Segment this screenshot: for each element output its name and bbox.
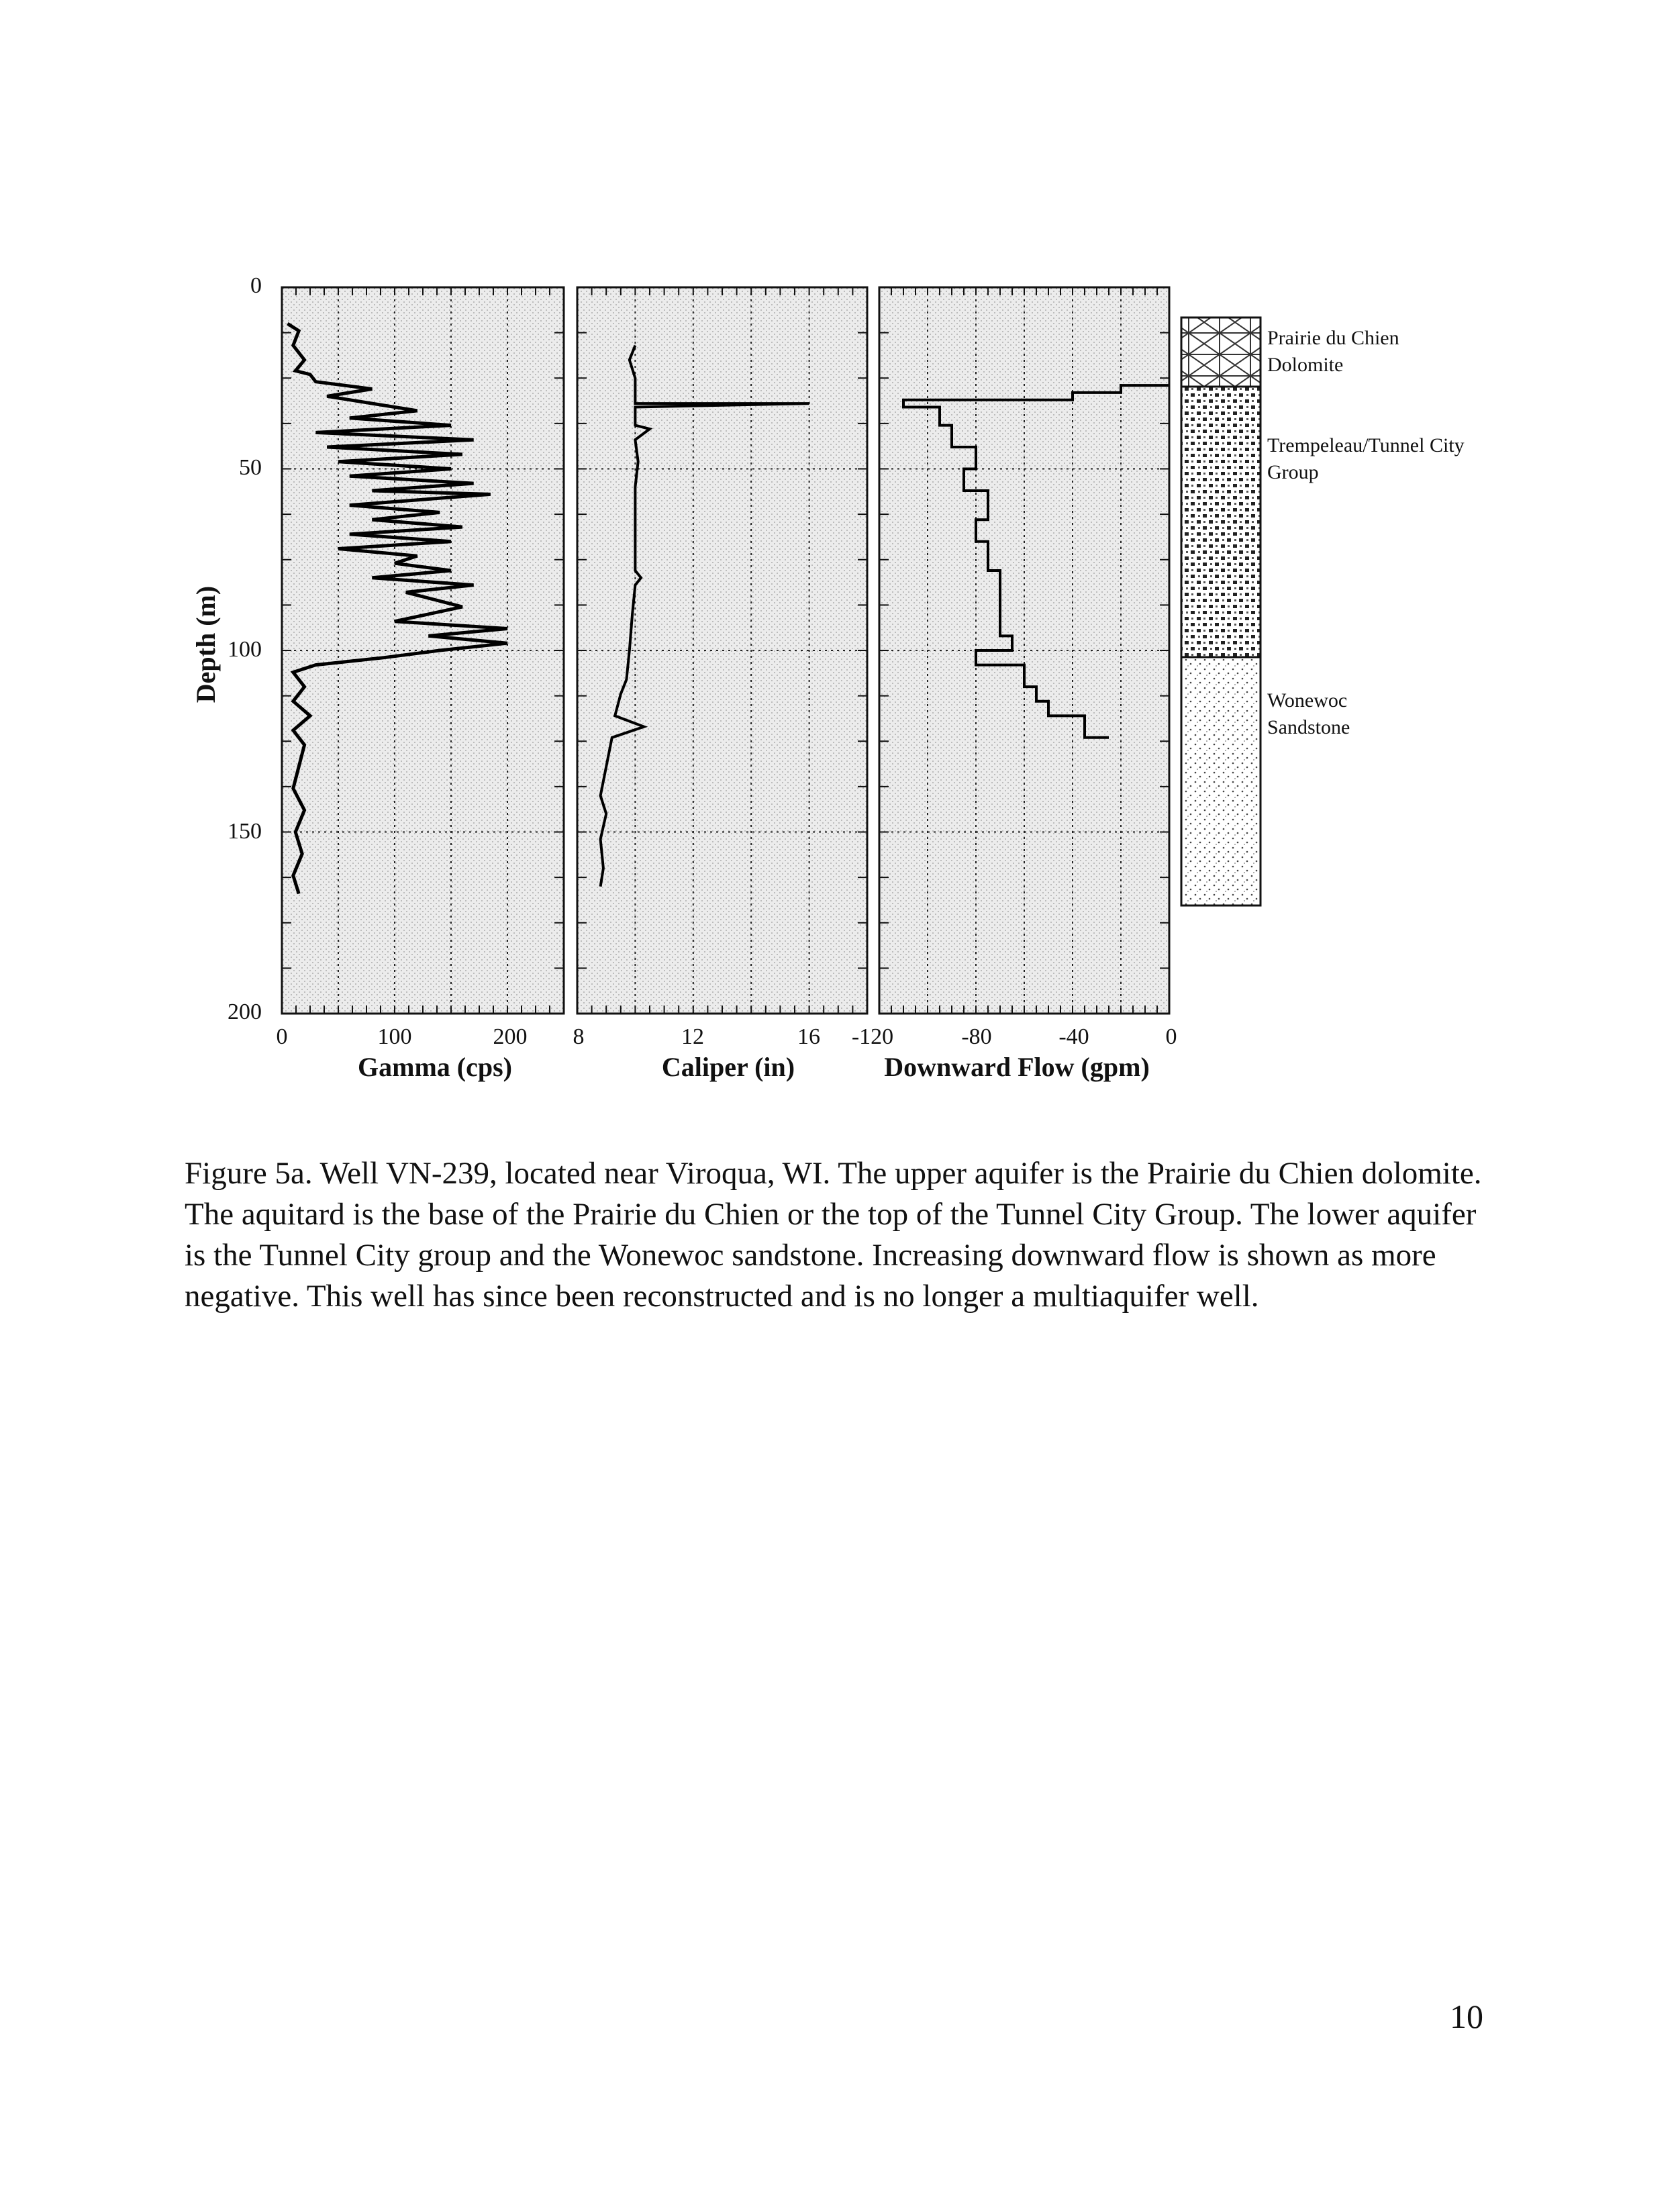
dolomite-unit [1181, 317, 1261, 387]
tunnel-city-label-1: Trempeleau/Tunnel City [1267, 434, 1465, 456]
downward-flow-log-panel [879, 287, 1169, 1014]
caliper-x-axis [573, 1024, 821, 1082]
depth-tick-100: 100 [228, 637, 262, 662]
dolomite-label-1: Prairie du Chien [1267, 327, 1399, 349]
lithology-column [1181, 317, 1465, 906]
log-panels [282, 287, 1169, 1014]
depth-tick-150: 150 [228, 819, 262, 844]
flow-tick-0: 0 [1165, 1024, 1177, 1049]
flow-axis-label: Downward Flow (gpm) [884, 1052, 1150, 1082]
flow-x-axis [852, 1024, 1177, 1082]
depth-axis [191, 273, 262, 1024]
gamma-log-panel [282, 287, 564, 1014]
depth-tick-200: 200 [228, 999, 262, 1024]
caliper-axis-label: Caliper (in) [661, 1052, 795, 1082]
gamma-x-axis [277, 1024, 528, 1082]
gamma-axis-label: Gamma (cps) [358, 1052, 512, 1082]
caliper-tick-8: 8 [573, 1024, 585, 1049]
flow-tick-neg80: -80 [961, 1024, 992, 1049]
wonewoc-unit [1181, 657, 1261, 906]
tunnel-city-label-2: Group [1267, 461, 1319, 483]
gamma-tick-100: 100 [377, 1024, 412, 1049]
gamma-tick-0: 0 [276, 1024, 288, 1049]
gamma-tick-200: 200 [493, 1024, 528, 1049]
depth-tick-50: 50 [239, 455, 262, 480]
figure-caption: Figure 5a. Well VN-239, located near Viroqua, WI. The upper aquifer is the Prairie du Chien dolomite. The aquitard is the base of the Prairie du Chien or the top of the Tunnel City Group. The lower aquifer is the Tunnel City group and the Wonewoc sandstone. Increasing downward flow is shown as more negative. This well has since been reconstructed and is no longer a multiaquifer well. [185, 1156, 1482, 1314]
page-number: 10 [1450, 1998, 1483, 2035]
wonewoc-label-2: Sandstone [1267, 716, 1350, 738]
depth-tick-0: 0 [250, 273, 262, 298]
caliper-tick-12: 12 [681, 1024, 704, 1049]
flow-tick-neg120: -120 [851, 1024, 894, 1049]
dolomite-label-2: Dolomite [1267, 354, 1344, 376]
tunnel-city-unit [1181, 387, 1261, 657]
flow-tick-neg40: -40 [1058, 1024, 1089, 1049]
wonewoc-label-1: Wonewoc [1267, 689, 1348, 712]
caliper-tick-16: 16 [797, 1024, 820, 1049]
caliper-log-panel [577, 287, 867, 1014]
depth-axis-label: Depth (m) [191, 585, 221, 703]
